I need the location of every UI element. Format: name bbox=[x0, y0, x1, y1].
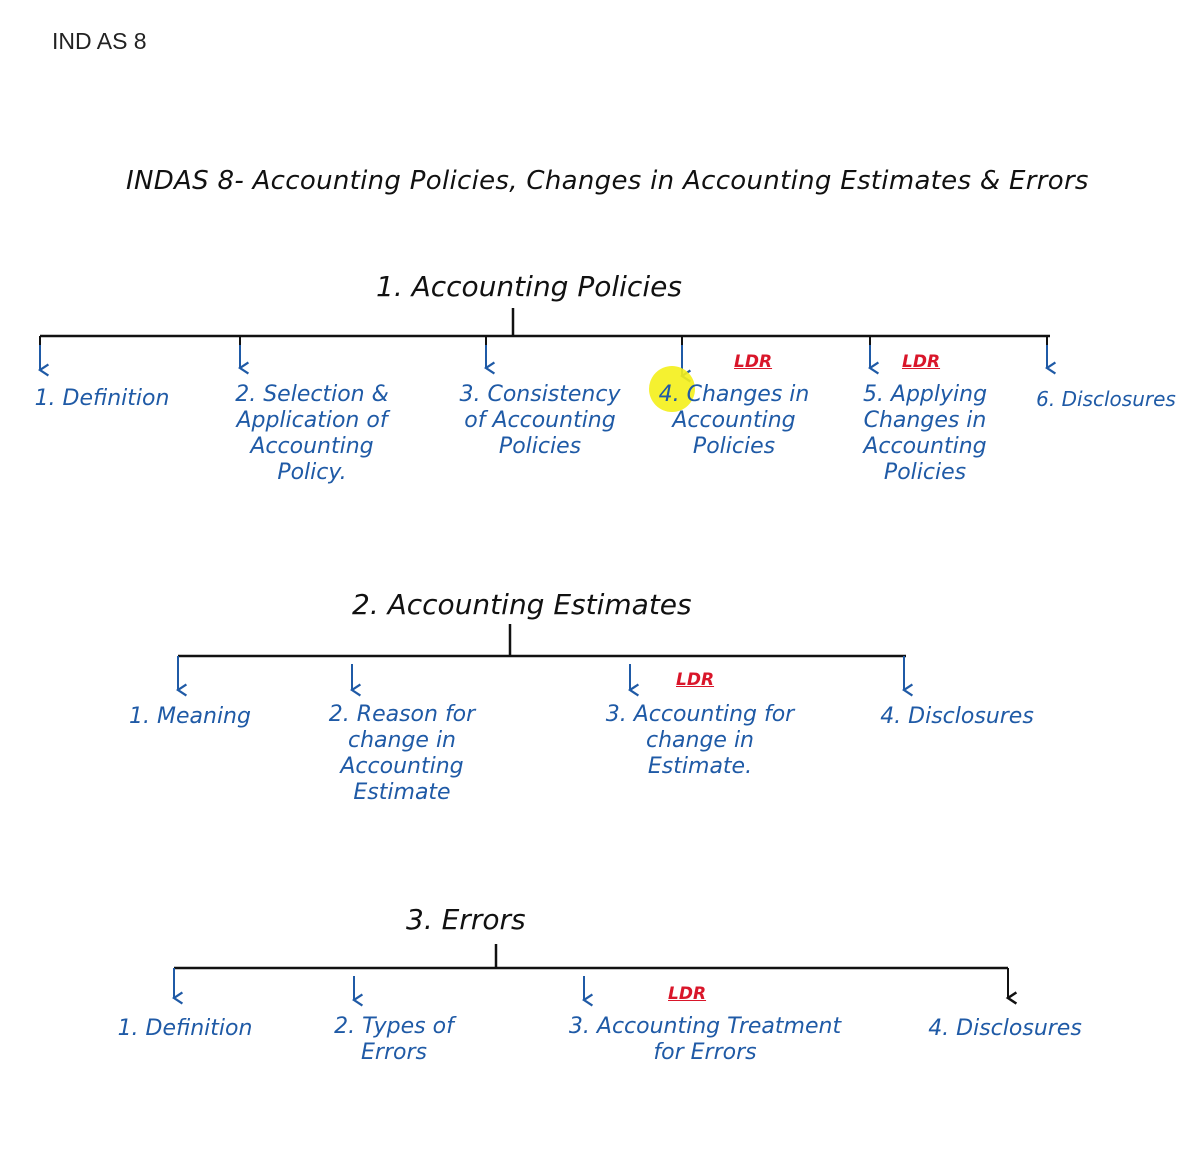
section-title-accounting-estimates: 2. Accounting Estimates bbox=[352, 588, 692, 621]
section-3-connectors bbox=[174, 944, 1008, 1000]
ldr-tag: LDR bbox=[734, 352, 773, 372]
section-title-errors: 3. Errors bbox=[406, 903, 526, 936]
ldr-tag: LDR bbox=[676, 670, 715, 690]
node-reason-for-change: 2. Reason for change in Accounting Estimate bbox=[328, 702, 476, 805]
node-disclosures: 4. Disclosures bbox=[928, 1016, 1082, 1041]
node-definition: 1. Definition bbox=[34, 386, 170, 411]
section-2-connectors bbox=[178, 624, 906, 690]
node-disclosures: 6. Disclosures bbox=[1036, 387, 1176, 411]
node-definition: 1. Definition bbox=[117, 1016, 253, 1041]
node-disclosures: 4. Disclosures bbox=[880, 704, 1034, 729]
node-changes-in-policies: 4. Changes in Accounting Policies bbox=[658, 382, 810, 459]
section-title-accounting-policies: 1. Accounting Policies bbox=[376, 270, 682, 303]
node-accounting-treatment: 3. Accounting Treatment for Errors bbox=[568, 1014, 842, 1065]
diagram-title: INDAS 8- Accounting Policies, Changes in Accounting Estimates & Errors bbox=[126, 166, 1089, 196]
page-label: IND AS 8 bbox=[52, 28, 147, 54]
node-consistency: 3. Consistency of Accounting Policies bbox=[459, 382, 621, 459]
ldr-tag: LDR bbox=[902, 352, 941, 372]
node-types-of-errors: 2. Types of Errors bbox=[334, 1014, 454, 1065]
section-1-connectors bbox=[40, 308, 1050, 376]
ldr-tag: LDR bbox=[668, 984, 707, 1004]
node-meaning: 1. Meaning bbox=[129, 704, 251, 729]
node-selection-application: 2. Selection & Application of Accounting Policy. bbox=[235, 382, 389, 485]
node-applying-changes: 5. Applying Changes in Accounting Policies bbox=[862, 382, 988, 485]
node-accounting-for-change: 3. Accounting for change in Estimate. bbox=[605, 702, 795, 779]
